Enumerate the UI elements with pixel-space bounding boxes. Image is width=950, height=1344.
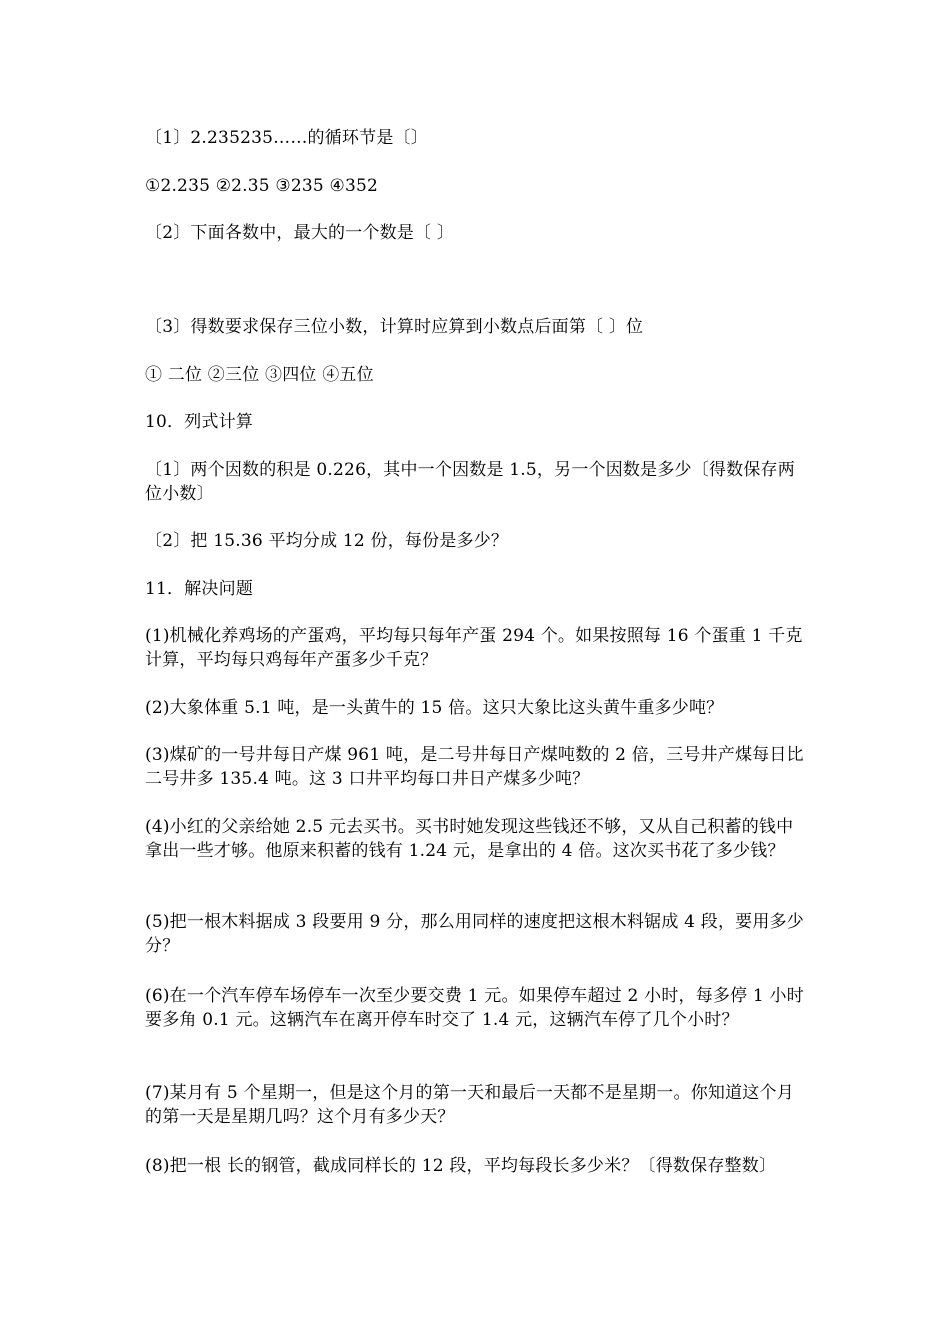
problem-11-1: (1)机械化养鸡场的产蛋鸡，平均每只每年产蛋 294 个。如果按照每 16 个蛋重 1 千克计算，平均每只鸡每年产蛋多少千克？ (145, 626, 803, 670)
question-9-1-options: ①2.235 ②2.35 ③235 ④352 (145, 176, 378, 196)
question-10-1: 〔1〕两个因数的积是 0.226，其中一个因数是 1.5，另一个因数是多少〔得数保存两位小数〕 (145, 460, 795, 504)
problem-11-5: (5)把一根木料据成 3 段要用 9 分，那么用同样的速度把这根木料锯成 4 段，要用多少分？ (145, 912, 804, 956)
section-10-heading: 10．列式计算 (145, 412, 254, 432)
problem-11-8: (8)把一根 长的钢管，截成同样长的 12 段，平均每段长多少米？〔得数保存整数〕 (145, 1156, 777, 1176)
question-10-2: 〔2〕把 15.36 平均分成 12 份，每份是多少？ (145, 531, 509, 551)
problem-11-7: (7)某月有 5 个星期一，但是这个月的第一天和最后一天都不是星期一。你知道这个月的第一天是星期几吗？这个月有多少天？ (145, 1083, 794, 1127)
problem-11-2: (2)大象体重 5.1 吨，是一头黄牛的 15 倍。这只大象比这头黄牛重多少吨？ (145, 698, 724, 718)
problem-11-4: (4)小红的父亲给她 2.5 元去买书。买书时她发现这些钱还不够，又从自己积蓄的钱中拿出一些才够。他原来积蓄的钱有 1.24 元，是拿出的 4 倍。这次买书花了多少钱？ (145, 817, 794, 861)
question-9-2: 〔2〕下面各数中，最大的一个数是〔 〕 (145, 223, 455, 243)
question-9-3-options: ① 二位 ②三位 ③四位 ④五位 (145, 365, 374, 385)
section-11-heading: 11．解决问题 (145, 579, 254, 599)
question-9-3: 〔3〕得数要求保存三位小数，计算时应算到小数点后面第〔 〕位 (145, 317, 644, 337)
problem-11-3: (3)煤矿的一号井每日产煤 961 吨，是二号井每日产煤吨数的 2 倍，三号井产煤每日比二号井多 135.4 吨。这 3 口井平均每口井日产煤多少吨？ (145, 745, 804, 789)
problem-11-6: (6)在一个汽车停车场停车一次至少要交费 1 元。如果停车超过 2 小时，每多停 1 小时要多角 0.1 元。这辆汽车在离开停车时交了 1.4 元，这辆汽车停了几个小时？ (145, 986, 804, 1030)
question-9-1: 〔1〕2.235235……的循环节是〔〕 (145, 128, 428, 148)
